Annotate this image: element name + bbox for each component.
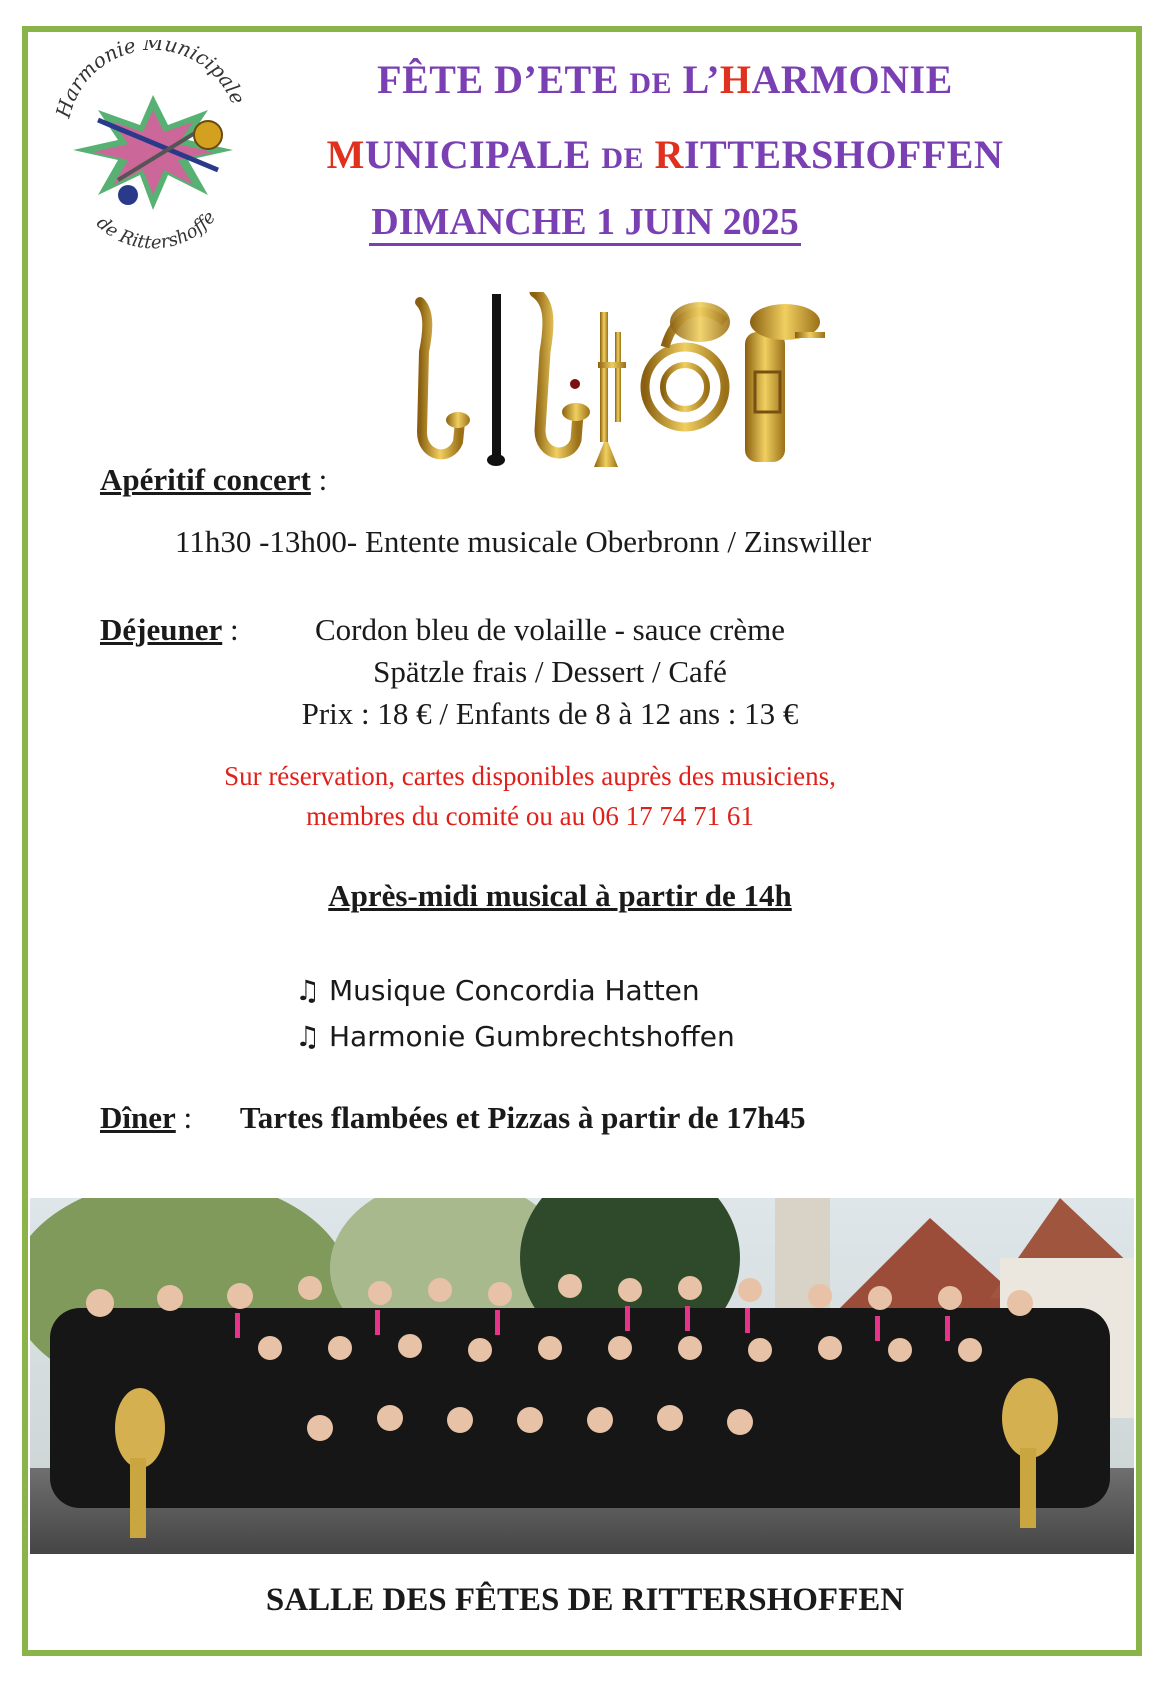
dejeuner-section [100,612,239,648]
title-armonie: ARMONIE [751,57,953,102]
apres-midi-heading [0,878,1170,914]
aperitif-label: Apéritif concert [100,462,311,497]
instruments-illustration [400,292,860,472]
dejeuner-price: Prix : 18 € / Enfants de 8 à 12 ans : 13 € [301,696,799,731]
dejeuner-menu [230,612,870,732]
list-item: ♫ Musique Concordia Hatten [295,974,700,1007]
event-title [225,48,1105,198]
event-date [0,200,1170,244]
instruments-graphic [400,292,860,472]
title-line-1 [225,48,1105,116]
dejeuner-line-1: Cordon bleu de volaille - sauce crème [315,612,785,647]
title-h: H [719,57,752,102]
reservation-line-2: membres du comité ou au 06 17 74 71 61 [306,801,754,831]
reservation-note [130,756,930,836]
group-photo-graphic [30,1198,1134,1554]
diner-label: Dîner [100,1100,176,1135]
dejeuner-line-2: Spätzle frais / Dessert / Café [373,654,727,689]
event-date-text: DIMANCHE 1 JUIN 2025 [369,201,801,246]
dejeuner-label: Déjeuner [100,612,223,647]
title-de-2: DE [601,142,645,175]
diner-section [100,1100,806,1136]
aperitif-colon: : [310,462,328,497]
diner-detail: Tartes flambées et Pizzas à partir de 17h45 [239,1100,806,1135]
apres-midi-list [295,968,735,1060]
title-de-1: DE [629,67,673,100]
title-fete: FÊTE D’ETE [377,57,619,102]
logo-bottom-text: de Rittershoffen [92,206,220,250]
reservation-line-1: Sur réservation, cartes disponibles auprès des musiciens, [224,761,836,791]
aperitif-section [100,462,327,498]
diner-colon: : [175,1100,193,1135]
aperitif-detail: 11h30 -13h00- Entente musicale Oberbronn / Zinswiller [175,524,872,559]
title-m: M [326,132,365,177]
title-line-2 [225,116,1105,198]
title-unicipale: UNICIPALE [364,132,591,177]
venue-footer: SALLE DES FÊTES DE RITTERSHOFFEN [265,1582,905,1618]
dejeuner-colon: : [222,612,239,647]
group-photo [30,1198,1134,1554]
title-r: R [654,132,684,177]
list-item: ♫ Harmonie Gumbrechtshoffen [295,1020,735,1053]
apres-midi-heading-text: Après-midi musical à partir de 14h [328,878,792,913]
title-ittershoffen: ITTERSHOFFEN [683,132,1004,177]
title-l: L’ [682,57,720,102]
logo-top-text: Harmonie Municipale [50,40,251,121]
